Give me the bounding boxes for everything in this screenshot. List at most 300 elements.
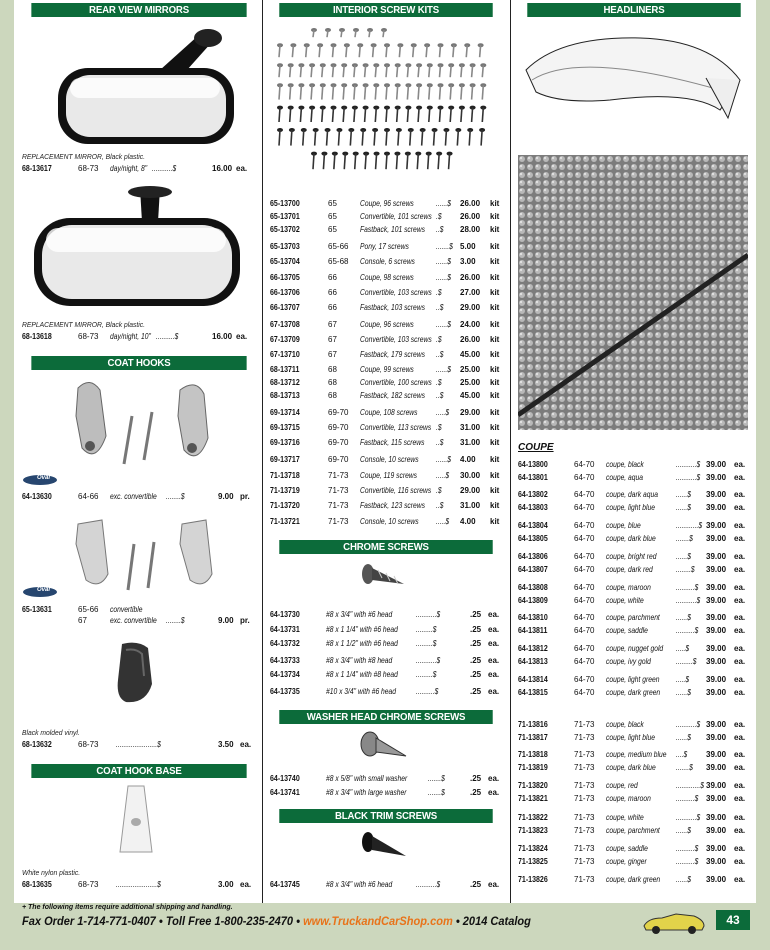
description: Fastback, 123 screws bbox=[360, 501, 425, 510]
years: 71-73 bbox=[574, 844, 595, 853]
mustang-car-icon bbox=[642, 910, 706, 934]
price: 39.00 bbox=[706, 473, 727, 482]
price: 39.00 bbox=[706, 503, 727, 512]
years: 71-73 bbox=[328, 486, 349, 495]
years: 71-73 bbox=[574, 813, 595, 822]
screw-icon bbox=[311, 152, 317, 170]
screw-icon bbox=[459, 83, 465, 99]
screw-icon bbox=[352, 106, 358, 122]
description: Convertible, 103 screws bbox=[360, 288, 432, 297]
screw-icon bbox=[357, 43, 363, 57]
screw-icon bbox=[298, 106, 304, 122]
column-divider bbox=[510, 0, 511, 903]
years: 64-70 bbox=[574, 613, 595, 622]
part-number: 64-13740 bbox=[270, 774, 300, 783]
table-row bbox=[518, 625, 750, 636]
screw-icon bbox=[395, 63, 401, 77]
screw-icon bbox=[384, 63, 390, 77]
leader-dots: ..........$ bbox=[416, 687, 439, 696]
screw-icon bbox=[373, 106, 379, 122]
right-margin-band bbox=[756, 0, 770, 950]
screw-icon bbox=[416, 63, 422, 77]
coat-hook-65-image bbox=[72, 514, 222, 596]
price: 39.00 bbox=[706, 794, 727, 803]
table-row bbox=[270, 334, 502, 345]
price: 45.00 bbox=[460, 391, 481, 400]
part-number: 71-13820 bbox=[518, 781, 548, 790]
description: exc. convertible bbox=[110, 616, 157, 625]
price: 39.00 bbox=[706, 857, 727, 866]
description: #8 x 1 1/2" with #6 head bbox=[326, 639, 398, 648]
screw-icon bbox=[415, 152, 421, 170]
price: 3.00 bbox=[460, 257, 476, 266]
mirror-10in-image bbox=[30, 182, 244, 316]
description: coupe, blue bbox=[606, 521, 641, 530]
part-number: 71-13816 bbox=[518, 720, 548, 729]
description: Console, 10 screws bbox=[360, 455, 419, 464]
description: day/night, 10" bbox=[110, 332, 151, 341]
leader-dots: .........$ bbox=[416, 670, 437, 679]
table-row bbox=[518, 825, 750, 836]
years: 68-73 bbox=[78, 740, 99, 749]
unit: ea. bbox=[734, 596, 746, 605]
leader-dots: ......$ bbox=[676, 503, 691, 512]
unit: kit bbox=[490, 199, 500, 208]
description: Convertible, 103 screws bbox=[360, 335, 432, 344]
years: 65 bbox=[328, 225, 337, 234]
screw-icon bbox=[317, 43, 323, 57]
description: #8 x 5/8" with small washer bbox=[326, 774, 408, 783]
table-row bbox=[270, 302, 502, 313]
screw-icon bbox=[411, 43, 417, 57]
screw-icon bbox=[443, 128, 449, 146]
description: convertible bbox=[110, 605, 143, 614]
description: coupe, white bbox=[606, 813, 644, 822]
part-number: 64-13810 bbox=[518, 613, 548, 622]
leader-dots: ........$ bbox=[166, 616, 185, 625]
part-number: 64-13741 bbox=[270, 788, 300, 797]
part-number: 64-13745 bbox=[270, 880, 300, 889]
leader-dots: .......$ bbox=[428, 788, 445, 797]
table-row bbox=[518, 780, 750, 791]
leader-dots: ..$ bbox=[436, 438, 444, 447]
screw-icon bbox=[459, 63, 465, 77]
unit: ea. bbox=[488, 670, 500, 679]
screw-icon bbox=[408, 128, 414, 146]
unit: kit bbox=[490, 288, 500, 297]
description: Convertible, 116 screws bbox=[360, 486, 432, 495]
leader-dots: ......$ bbox=[436, 273, 451, 282]
description: coupe, parchment bbox=[606, 826, 660, 835]
screw-icon bbox=[363, 63, 369, 77]
years: 69-70 bbox=[328, 438, 349, 447]
toll-free: Toll Free 1-800-235-2470 bbox=[165, 914, 294, 928]
price: 31.00 bbox=[460, 501, 481, 510]
screw-icon bbox=[331, 43, 337, 57]
unit: ea. bbox=[734, 626, 746, 635]
screw-icon bbox=[480, 63, 486, 77]
table-row bbox=[270, 609, 502, 620]
coat-hook-64-image bbox=[70, 376, 220, 472]
oval-badge-label: Oval bbox=[37, 475, 51, 481]
screw-icon bbox=[416, 106, 422, 122]
description: #8 x 3/4" with #6 head bbox=[326, 880, 393, 889]
part-number: 67-13709 bbox=[270, 335, 300, 344]
price: 39.00 bbox=[706, 626, 727, 635]
description: day/night, 8" bbox=[110, 164, 148, 173]
description: Coupe, 119 screws bbox=[360, 471, 418, 480]
coat-hook-base-caption: White nylon plastic. bbox=[22, 868, 81, 877]
screw-icon bbox=[309, 106, 315, 122]
leader-dots: .........$ bbox=[416, 639, 437, 648]
description: coupe, ivy gold bbox=[606, 657, 651, 666]
years: 71-73 bbox=[328, 471, 349, 480]
part-number: 68-13635 bbox=[22, 880, 52, 889]
years: 65 bbox=[328, 199, 337, 208]
part-number: 68-13618 bbox=[22, 332, 52, 341]
screw-icon bbox=[424, 43, 430, 57]
unit: kit bbox=[490, 486, 500, 495]
mirror-8in-caption: REPLACEMENT MIRROR, Black plastic. bbox=[22, 152, 146, 161]
washer-screw-image bbox=[360, 730, 410, 768]
table-row bbox=[270, 655, 502, 666]
bullet: • bbox=[296, 914, 301, 928]
unit: ea. bbox=[488, 639, 500, 648]
price: 39.00 bbox=[706, 826, 727, 835]
part-number: 64-13731 bbox=[270, 625, 300, 634]
years: 68 bbox=[328, 378, 337, 387]
leader-dots: .....$ bbox=[676, 675, 690, 684]
leader-dots: ..........$ bbox=[676, 583, 699, 592]
part-number: 71-13826 bbox=[518, 875, 548, 884]
description: coupe, aqua bbox=[606, 473, 643, 482]
screw-icon bbox=[373, 63, 379, 77]
part-number: 67-13710 bbox=[270, 350, 300, 359]
footer-contact-line bbox=[22, 914, 531, 928]
interior-screw-kits-header: INTERIOR SCREW KITS bbox=[279, 3, 492, 17]
part-number: 64-13730 bbox=[270, 610, 300, 619]
price: 39.00 bbox=[706, 675, 727, 684]
leader-dots: ......$ bbox=[436, 257, 451, 266]
unit: ea. bbox=[734, 657, 746, 666]
part-number: 71-13824 bbox=[518, 844, 548, 853]
table-row bbox=[518, 459, 750, 470]
part-number: 71-13822 bbox=[518, 813, 548, 822]
coat-hooks-header: COAT HOOKS bbox=[31, 356, 246, 370]
years: 71-73 bbox=[574, 763, 595, 772]
screw-icon bbox=[384, 43, 390, 57]
leader-dots: ..........$ bbox=[156, 332, 179, 341]
leader-dots: ......$ bbox=[676, 875, 691, 884]
price: .25 bbox=[470, 656, 482, 665]
price: 31.00 bbox=[460, 438, 481, 447]
years: 71-73 bbox=[574, 781, 595, 790]
leader-dots: ......$ bbox=[436, 320, 451, 329]
description: #10 x 3/4" with #6 head bbox=[326, 687, 397, 696]
screw-icon bbox=[304, 43, 310, 57]
description: exc. convertible bbox=[110, 492, 157, 501]
part-number: 65-13701 bbox=[270, 212, 300, 221]
table-row bbox=[518, 674, 750, 685]
unit: ea. bbox=[734, 813, 746, 822]
screw-icon bbox=[325, 28, 331, 37]
unit: kit bbox=[490, 212, 500, 221]
screw-icon bbox=[470, 63, 476, 77]
price: 27.00 bbox=[460, 288, 481, 297]
years: 66 bbox=[328, 273, 337, 282]
unit: ea. bbox=[734, 613, 746, 622]
price: 39.00 bbox=[706, 720, 727, 729]
years: 64-70 bbox=[574, 565, 595, 574]
years: 71-73 bbox=[574, 733, 595, 742]
price: 39.00 bbox=[706, 657, 727, 666]
screw-icon bbox=[339, 28, 345, 37]
part-number: 68-13711 bbox=[270, 365, 300, 374]
table-row bbox=[518, 533, 750, 544]
part-number: 64-13813 bbox=[518, 657, 548, 666]
unit: ea. bbox=[734, 473, 746, 482]
screw-icon bbox=[348, 128, 354, 146]
headliners-header: HEADLINERS bbox=[527, 3, 740, 17]
years: 64-70 bbox=[574, 657, 595, 666]
oval-badge-label: Oval bbox=[37, 587, 51, 593]
unit: ea. bbox=[734, 521, 746, 530]
table-row bbox=[270, 390, 502, 401]
unit: ea. bbox=[734, 857, 746, 866]
screw-icon bbox=[288, 106, 294, 122]
table-row bbox=[270, 879, 502, 890]
description: coupe, light blue bbox=[606, 733, 655, 742]
description: #8 x 1 1/4" with #6 head bbox=[326, 625, 398, 634]
description: coupe, parchment bbox=[606, 613, 660, 622]
part-number: 64-13814 bbox=[518, 675, 548, 684]
price: 39.00 bbox=[706, 733, 727, 742]
price: .25 bbox=[470, 639, 482, 648]
table-row bbox=[518, 472, 750, 483]
bullet: • bbox=[158, 914, 163, 928]
catalog-label: 2014 Catalog bbox=[462, 914, 531, 928]
leader-dots: ..........$ bbox=[676, 626, 699, 635]
unit: ea. bbox=[734, 733, 746, 742]
table-row bbox=[270, 364, 502, 375]
years: 64-70 bbox=[574, 583, 595, 592]
leader-dots: ..$ bbox=[436, 225, 444, 234]
website-link[interactable]: www.TruckandCarShop.com bbox=[303, 914, 453, 928]
screw-icon bbox=[438, 43, 444, 57]
price: 9.00 bbox=[218, 492, 234, 501]
screw-icon bbox=[331, 63, 337, 77]
screw-icon bbox=[455, 128, 461, 146]
price: 4.00 bbox=[460, 455, 476, 464]
price: 39.00 bbox=[706, 688, 727, 697]
unit: ea. bbox=[488, 687, 500, 696]
description: coupe, red bbox=[606, 781, 638, 790]
screw-icon bbox=[438, 106, 444, 122]
price: .25 bbox=[470, 788, 482, 797]
leader-dots: .....$ bbox=[676, 644, 690, 653]
unit: kit bbox=[490, 335, 500, 344]
screw-icon bbox=[277, 128, 283, 146]
unit: ea. bbox=[488, 610, 500, 619]
mirror-10in-row bbox=[22, 331, 256, 342]
leader-dots: ....$ bbox=[676, 750, 688, 759]
price: 25.00 bbox=[460, 378, 481, 387]
leader-dots: .......$ bbox=[676, 534, 693, 543]
part-number: 64-13734 bbox=[270, 670, 300, 679]
unit: ea. bbox=[734, 763, 746, 772]
part-number: 68-13632 bbox=[22, 740, 52, 749]
table-row bbox=[270, 211, 502, 222]
table-row bbox=[270, 454, 502, 465]
description: Fastback, 179 screws bbox=[360, 350, 425, 359]
leader-dots: .$ bbox=[436, 288, 442, 297]
black-trim-screws-header: BLACK TRIM SCREWS bbox=[279, 809, 492, 823]
table-row bbox=[270, 256, 502, 267]
mirror-8in-image bbox=[50, 20, 240, 152]
leader-dots: .........$ bbox=[676, 657, 697, 666]
table-row bbox=[270, 787, 502, 798]
table-row bbox=[518, 502, 750, 513]
price: 39.00 bbox=[706, 763, 727, 772]
price: 9.00 bbox=[218, 616, 234, 625]
screw-icon bbox=[426, 152, 432, 170]
table-row bbox=[518, 793, 750, 804]
years: 68-73 bbox=[78, 164, 99, 173]
unit: ea. bbox=[488, 774, 500, 783]
screw-icon bbox=[342, 152, 348, 170]
coat-hook-64-row bbox=[22, 491, 256, 502]
leader-dots: .$ bbox=[436, 335, 442, 344]
unit: ea. bbox=[488, 880, 500, 889]
description: Console, 10 screws bbox=[360, 517, 419, 526]
headliner-image bbox=[520, 30, 750, 122]
unit: ea. bbox=[236, 332, 248, 341]
screw-icon bbox=[427, 106, 433, 122]
unit: kit bbox=[490, 378, 500, 387]
screw-icon bbox=[416, 83, 422, 99]
leader-dots: ...........$ bbox=[676, 460, 701, 469]
leader-dots: ......$ bbox=[676, 826, 691, 835]
part-number: 71-13819 bbox=[518, 763, 548, 772]
years: 67 bbox=[78, 616, 87, 625]
screw-icon bbox=[470, 106, 476, 122]
screw-icon bbox=[352, 83, 358, 99]
screw-icon bbox=[432, 128, 438, 146]
screw-icon bbox=[397, 43, 403, 57]
screw-icon bbox=[309, 63, 315, 77]
part-number: 65-13700 bbox=[270, 199, 300, 208]
years: 71-73 bbox=[328, 501, 349, 510]
price: 39.00 bbox=[706, 534, 727, 543]
unit: kit bbox=[490, 455, 500, 464]
screw-icon bbox=[336, 128, 342, 146]
table-row bbox=[518, 595, 750, 606]
years: 64-70 bbox=[574, 534, 595, 543]
part-number: 71-13818 bbox=[518, 750, 548, 759]
screw-icon bbox=[372, 128, 378, 146]
part-number: 69-13716 bbox=[270, 438, 300, 447]
screw-icon bbox=[447, 152, 453, 170]
leader-dots: ......$ bbox=[436, 199, 451, 208]
page-number: 43 bbox=[716, 910, 750, 930]
years: 64-70 bbox=[574, 626, 595, 635]
description: coupe, dark blue bbox=[606, 534, 656, 543]
years: 67 bbox=[328, 350, 337, 359]
table-row bbox=[270, 485, 502, 496]
description: coupe, nugget gold bbox=[606, 644, 664, 653]
description: Fastback, 101 screws bbox=[360, 225, 425, 234]
years: 68-73 bbox=[78, 880, 99, 889]
price: 39.00 bbox=[706, 781, 727, 790]
table-row bbox=[518, 564, 750, 575]
coupe-subhead: COUPE bbox=[518, 442, 554, 453]
screw-icon bbox=[320, 106, 326, 122]
table-row bbox=[270, 500, 502, 511]
chrome-screw-image bbox=[360, 560, 410, 596]
leader-dots: ........$ bbox=[676, 565, 695, 574]
table-row bbox=[518, 732, 750, 743]
years: 66 bbox=[328, 303, 337, 312]
screw-icon bbox=[464, 43, 470, 57]
unit: kit bbox=[490, 438, 500, 447]
screw-icon bbox=[309, 83, 315, 99]
description: coupe, maroon bbox=[606, 583, 651, 592]
part-number: 71-13719 bbox=[270, 486, 300, 495]
unit: ea. bbox=[734, 565, 746, 574]
table-row bbox=[270, 686, 502, 697]
part-number: 71-13817 bbox=[518, 733, 548, 742]
leader-dots: ......$ bbox=[676, 552, 691, 561]
part-number: 71-13720 bbox=[270, 501, 300, 510]
table-row bbox=[518, 749, 750, 760]
screw-icon bbox=[367, 28, 373, 37]
description: coupe, bright red bbox=[606, 552, 657, 561]
leader-dots: ...........$ bbox=[676, 473, 701, 482]
price: 39.00 bbox=[706, 521, 727, 530]
screw-icon bbox=[373, 83, 379, 99]
leader-dots: .......$ bbox=[436, 242, 453, 251]
unit: kit bbox=[490, 365, 500, 374]
unit: ea. bbox=[240, 740, 252, 749]
screw-icon bbox=[480, 106, 486, 122]
unit: ea. bbox=[488, 656, 500, 665]
unit: kit bbox=[490, 350, 500, 359]
unit: ea. bbox=[734, 794, 746, 803]
screw-icon bbox=[448, 83, 454, 99]
coat-hook-vinyl-caption: Black molded vinyl. bbox=[22, 728, 80, 737]
part-number: 71-13721 bbox=[270, 517, 300, 526]
screw-icon bbox=[427, 83, 433, 99]
leader-dots: ...........$ bbox=[416, 880, 441, 889]
table-row bbox=[270, 198, 502, 209]
screw-icon bbox=[325, 128, 331, 146]
leader-dots: ......$ bbox=[676, 490, 691, 499]
part-number: 65-13704 bbox=[270, 257, 300, 266]
years: 65-66 bbox=[78, 605, 99, 614]
table-row bbox=[270, 437, 502, 448]
description: #8 x 3/4" with #8 head bbox=[326, 656, 393, 665]
leader-dots: .......$ bbox=[428, 774, 445, 783]
table-row bbox=[270, 773, 502, 784]
unit: ea. bbox=[734, 750, 746, 759]
unit: ea. bbox=[734, 552, 746, 561]
price: 29.00 bbox=[460, 486, 481, 495]
years: 64-70 bbox=[574, 490, 595, 499]
part-number: 64-13807 bbox=[518, 565, 548, 574]
price: 39.00 bbox=[706, 875, 727, 884]
price: 4.00 bbox=[460, 517, 476, 526]
description: Coupe, 108 screws bbox=[360, 408, 418, 417]
